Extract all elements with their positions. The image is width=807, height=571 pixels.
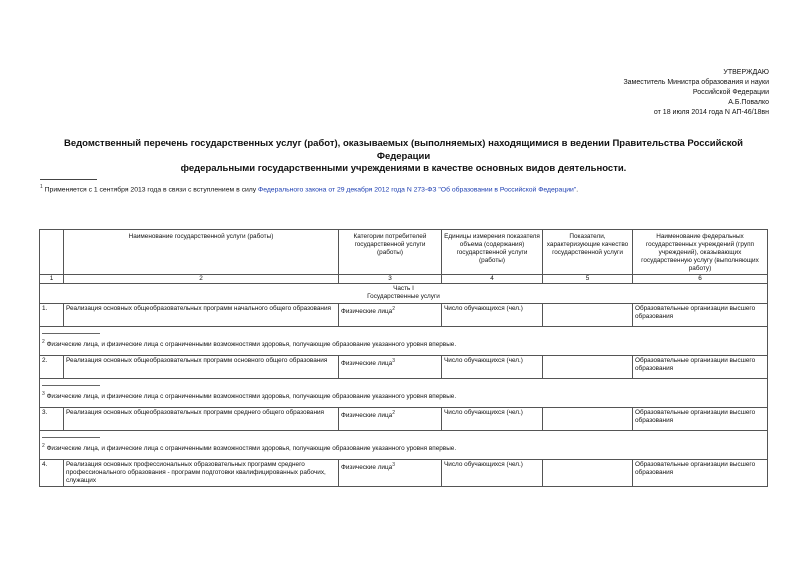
service-name: Реализация основных общеобразовательных программ начального общего образования (64, 304, 339, 327)
footnote-text-end: . (576, 186, 579, 194)
consumer-category (339, 460, 442, 487)
footnote-row (40, 431, 768, 460)
service-name: Реализация основных профессиональных образовательных программ среднего профессионального образования - программ подготовки квалифицированных рабочих, служащих (64, 460, 339, 487)
row-footnote-mark: 2 (42, 338, 45, 345)
volume-unit: Число обучающихся (чел.) (442, 408, 543, 431)
approval-signer: А.Б.Повалко (728, 99, 769, 106)
volume-unit: Число обучающихся (чел.) (442, 356, 543, 379)
footnote-row (40, 327, 768, 356)
category-footnote-mark: 2 (392, 410, 395, 416)
institutions: Образовательные организации высшего образования (633, 356, 768, 379)
approval-position: Заместитель Министра образования и науки (623, 79, 769, 86)
service-name: Реализация основных общеобразовательных программ основного общего образования (64, 356, 339, 379)
footnote-separator (40, 179, 97, 180)
row-number: 4. (40, 460, 64, 487)
part-heading (40, 284, 768, 304)
row-footnote (40, 431, 768, 460)
part-subtitle: Государственные услуги (367, 293, 440, 300)
footnote-note (40, 184, 578, 193)
header-quality-indicators: Показатели, характеризующие качество государственной услуги (543, 230, 633, 275)
row-footnote-mark: 2 (42, 442, 45, 449)
row-footnote-text: Физические лица, и физические лица с ограниченными возможностями здоровья, получающие образование указанного уровня впервые. (46, 393, 457, 401)
consumer-category (339, 356, 442, 379)
footnote-rule (42, 333, 100, 334)
header-institutions: Наименование федеральных государственных учреждений (групп учреждений), оказывающих государственную услугу (выполняющих работу) (633, 230, 768, 275)
row-footnote-text: Физические лица, и физические лица с ограниченными возможностями здоровья, получающие образование указанного уровня впервые. (46, 341, 457, 349)
row-footnote-mark: 3 (42, 390, 45, 397)
approval-order: от 18 июля 2014 года N АП-46/18вн (653, 109, 769, 116)
category-footnote-mark: 3 (392, 462, 395, 468)
institutions: Образовательные организации высшего образования (633, 304, 768, 327)
category-text: Физические лица (341, 308, 393, 316)
row-footnote-text: Физические лица, и физические лица с ограниченными возможностями здоровья, получающие образование указанного уровня впервые. (46, 445, 457, 453)
row-footnote (40, 327, 768, 356)
approval-heading: УТВЕРЖДАЮ (723, 69, 769, 76)
table-row (40, 460, 768, 487)
column-number: 1 (40, 275, 64, 284)
category-footnote-mark: 2 (392, 306, 395, 312)
institutions: Образовательные организации высшего образования (633, 408, 768, 431)
column-number-row (40, 275, 768, 284)
column-number: 4 (442, 275, 543, 284)
document-title (40, 138, 767, 176)
table-row (40, 408, 768, 431)
row-number: 2. (40, 356, 64, 379)
category-text: Физические лица (341, 464, 393, 472)
table-row (40, 304, 768, 327)
table-header-row (40, 230, 768, 275)
footnote-rule (42, 385, 100, 386)
approval-position-cont: Российской Федерации (692, 89, 769, 96)
federal-law-link[interactable]: Федерального закона от 29 декабря 2012 года N 273-ФЗ "Об образовании в Российской Федерации" (258, 186, 577, 194)
header-number (40, 230, 64, 275)
part-heading-row (40, 284, 768, 304)
category-footnote-mark: 3 (392, 358, 395, 364)
footnote-row (40, 379, 768, 408)
quality-indicators (543, 356, 633, 379)
institutions: Образовательные организации высшего образования (633, 460, 768, 487)
row-footnote (40, 379, 768, 408)
approval-block (623, 68, 769, 118)
volume-unit: Число обучающихся (чел.) (442, 304, 543, 327)
service-name: Реализация основных общеобразовательных программ среднего общего образования (64, 408, 339, 431)
header-consumer-category: Категории потребителей государственной услуги (работы) (339, 230, 442, 275)
table-row (40, 356, 768, 379)
column-number: 3 (339, 275, 442, 284)
quality-indicators (543, 304, 633, 327)
header-service-name: Наименование государственной услуги (работы) (64, 230, 339, 275)
consumer-category (339, 408, 442, 431)
column-number: 6 (633, 275, 768, 284)
footnote-marker: 1 (40, 184, 43, 190)
quality-indicators (543, 460, 633, 487)
footnote-text: Применяется с 1 сентября 2013 года в связи с вступлением в силу (44, 186, 259, 194)
services-table (39, 229, 768, 487)
row-number: 1. (40, 304, 64, 327)
category-text: Физические лица (341, 360, 393, 368)
column-number: 2 (64, 275, 339, 284)
document-title-line-1: Ведомственный перечень государственных услуг (работ), оказываемых (выполняемых) находящимися в ведении Правительства Российской Федерации (64, 138, 743, 162)
header-volume-unit: Единицы измерения показателя объема (содержания) государственной услуги (работы) (442, 230, 543, 275)
footnote-rule (42, 437, 100, 438)
category-text: Физические лица (341, 412, 393, 420)
part-title: Часть I (393, 285, 414, 292)
quality-indicators (543, 408, 633, 431)
column-number: 5 (543, 275, 633, 284)
document-title-line-2: федеральными государственными учреждениями в качестве основных видов деятельности. (180, 163, 627, 174)
volume-unit: Число обучающихся (чел.) (442, 460, 543, 487)
row-number: 3. (40, 408, 64, 431)
consumer-category (339, 304, 442, 327)
